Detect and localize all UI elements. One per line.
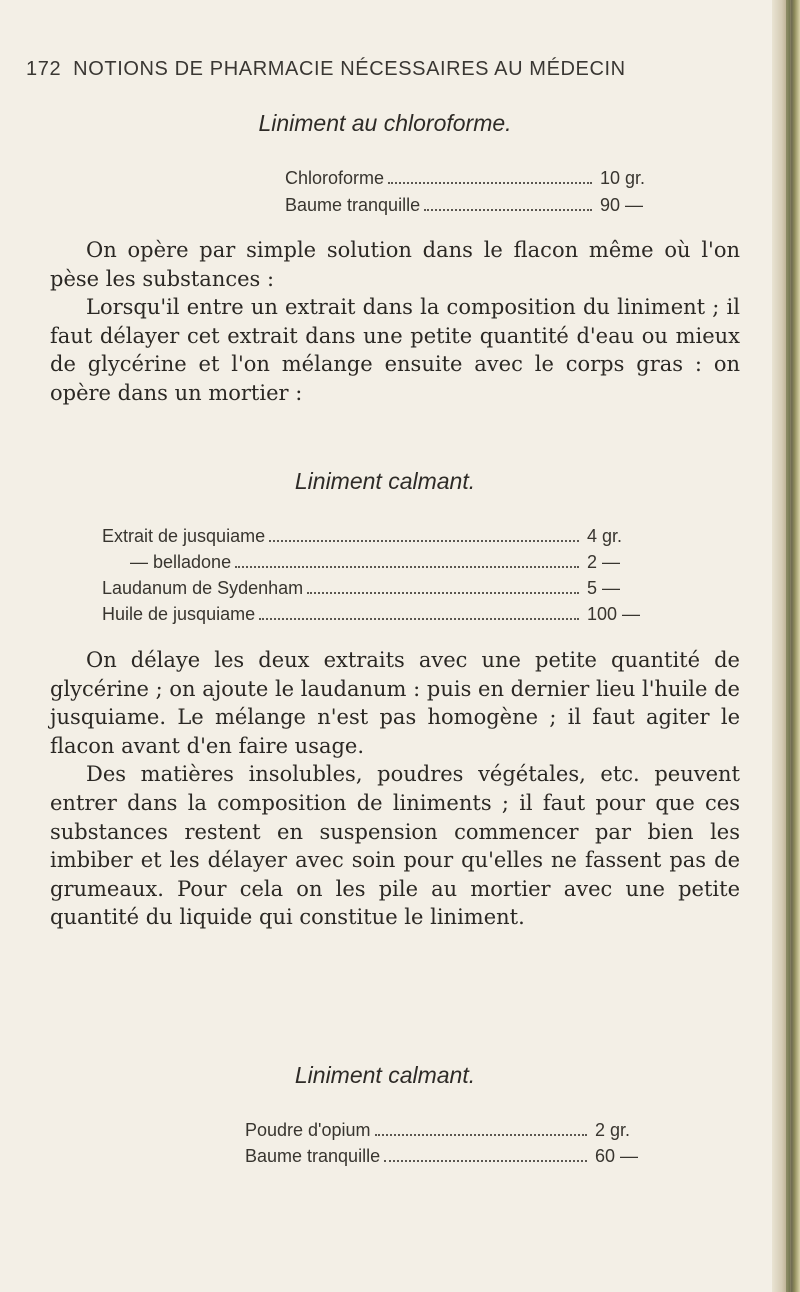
ingredient-qty: 4 gr. bbox=[587, 526, 623, 546]
ingredient-row bbox=[102, 604, 647, 628]
text-block-2 bbox=[50, 646, 740, 932]
ingredient-name: Extrait de jusquiame bbox=[102, 526, 266, 546]
ingredient-name: Laudanum de Sydenham bbox=[102, 578, 304, 598]
paragraph: On délaye les deux extraits avec une petite quantité de glycérine ; on ajoute le laudanum : puis en dernier lieu l'huile de jusquiame. Le mélange n'est pas homogène ; il faut agiter le flacon avant d'en faire usage. bbox=[50, 648, 740, 758]
ingredient-row bbox=[102, 578, 647, 602]
paragraph: Des matières insolubles, poudres végétales, etc. peuvent entrer dans la composition de liniments ; il faut pour que ces substances restent en suspension commencer par bien les imbiber et les délayer avec soin pour qu'elles ne fassent pas de grumeaux. Pour cela on les pile au mortier avec une petite quantité du liquide qui constitue le liniment. bbox=[50, 762, 740, 930]
ingredient-qty: 2 — bbox=[587, 552, 621, 572]
ingredient-name: Baume tranquille bbox=[245, 1146, 381, 1166]
leader-dots bbox=[375, 1133, 587, 1136]
ingredient-row bbox=[245, 1120, 655, 1144]
leader-dots bbox=[424, 208, 592, 211]
ingredient-qty: 5 — bbox=[587, 578, 621, 598]
leader-dots bbox=[259, 617, 579, 620]
ingredient-name: Chloroforme bbox=[285, 168, 385, 188]
recipe-title-calmant-2: Liniment calmant. bbox=[294, 1062, 476, 1088]
running-header bbox=[26, 58, 626, 81]
leader-dots bbox=[235, 565, 579, 568]
paragraph: On opère par simple solution dans le flacon même où l'on pèse les substances : bbox=[50, 238, 740, 291]
ingredient-name: — belladone bbox=[130, 552, 232, 572]
ingredient-qty: 10 gr. bbox=[600, 168, 646, 188]
leader-dots bbox=[269, 539, 579, 542]
ingredient-name: Baume tranquille bbox=[285, 195, 421, 215]
ingredient-name: Huile de jusquiame bbox=[102, 604, 256, 624]
leader-dots bbox=[384, 1159, 587, 1162]
ingredient-row bbox=[102, 526, 647, 550]
ingredient-row bbox=[245, 1146, 655, 1170]
ingredient-name: Poudre d'opium bbox=[245, 1120, 371, 1140]
page-number: 172 bbox=[26, 58, 62, 80]
page-edge-line bbox=[786, 0, 790, 1292]
ingredient-row bbox=[285, 168, 660, 192]
running-title: NOTIONS DE PHARMACIE NÉCESSAIRES AU MÉDECIN bbox=[73, 58, 626, 80]
paragraph: Lorsqu'il entre un extrait dans la composition du liniment ; il faut délayer cet extrait dans une petite quantité d'eau ou mieux de glycérine et l'on mélange ensuite avec le corps gras : on opère dans un mortier : bbox=[50, 295, 740, 405]
leader-dots bbox=[388, 181, 592, 184]
ingredient-qty: 90 — bbox=[600, 195, 644, 215]
ingredient-row bbox=[285, 195, 660, 219]
text-block-1 bbox=[50, 236, 740, 408]
recipe-title-chloroforme: Liniment au chloroforme. bbox=[258, 110, 512, 136]
recipe-title-calmant-1: Liniment calmant. bbox=[294, 468, 476, 494]
ingredient-row bbox=[102, 552, 647, 576]
ingredient-qty: 60 — bbox=[595, 1146, 639, 1166]
ingredient-qty: 100 — bbox=[587, 604, 641, 624]
ingredient-qty: 2 gr. bbox=[595, 1120, 631, 1140]
leader-dots bbox=[307, 591, 579, 594]
